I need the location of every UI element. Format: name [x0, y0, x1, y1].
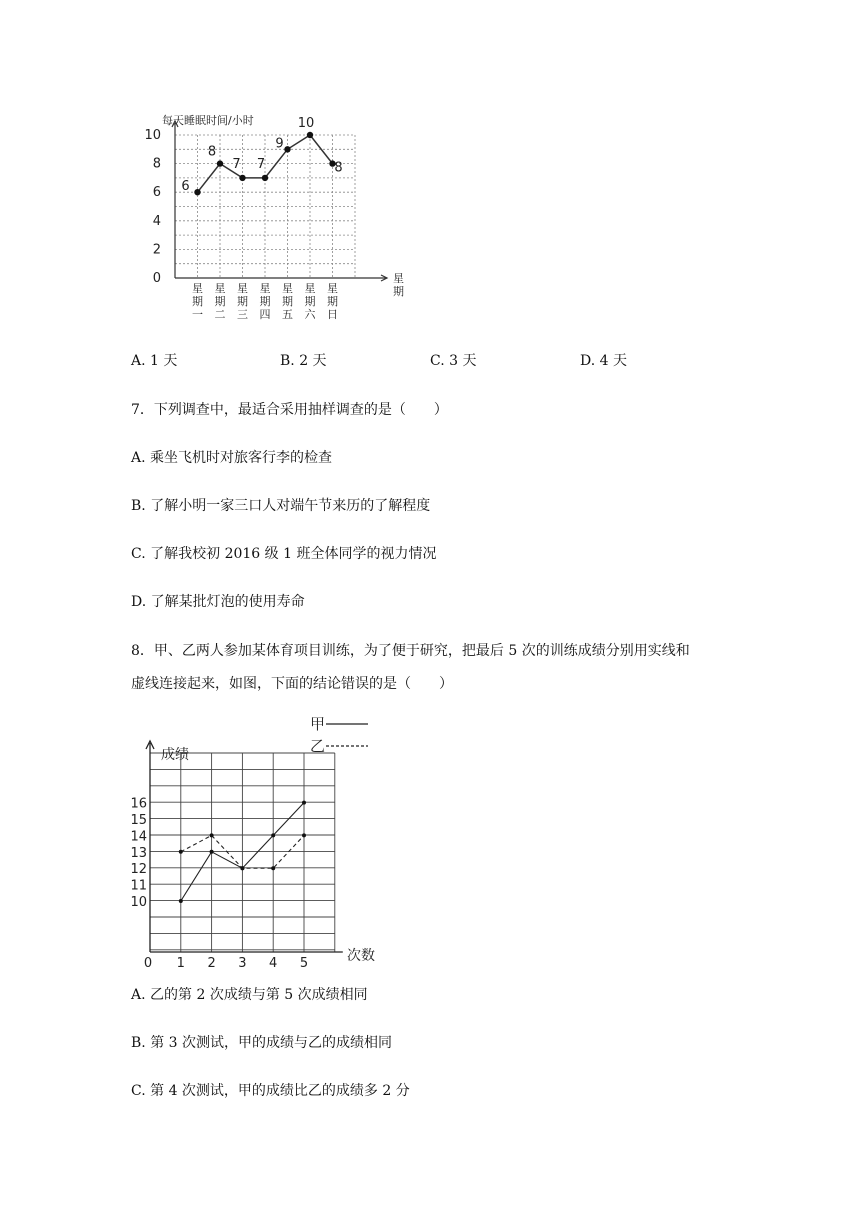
option-letter: A. — [131, 450, 146, 466]
sleep-time-chart — [120, 100, 404, 330]
chart2-data-point — [271, 833, 275, 837]
option-text: 乘坐飞机时对旅客行李的检查 — [150, 450, 333, 466]
q6-option-a — [131, 354, 177, 368]
chart2-grid — [150, 753, 335, 952]
chart1-y-tick-labels — [144, 128, 161, 286]
chart2-y-tick: 16 — [130, 796, 147, 812]
q8-option-b — [131, 1036, 392, 1050]
option-text: 4 天 — [599, 353, 627, 369]
chart2-data-point — [179, 899, 183, 903]
chart2-data-point — [210, 833, 214, 837]
chart1-y-tick: 0 — [152, 271, 161, 286]
q8-stem-line1: 8．甲、乙两人参加某体育项目训练，为了便于研究，把最后 5 次的训练成绩分别用实线和 — [131, 643, 690, 659]
q6-option-b — [280, 354, 327, 368]
option-letter: A. — [131, 987, 146, 1003]
chart1-y-tick: 4 — [152, 213, 161, 229]
chart1-data-point — [194, 189, 200, 195]
q7-option-d — [131, 595, 305, 609]
chart1-data-point — [239, 175, 245, 181]
option-letter: C. — [430, 353, 445, 369]
q7-stem: 7．下列调查中，最适合采用抽样调查的是（ ） — [131, 402, 448, 418]
chart2-y-tick: 11 — [130, 878, 147, 894]
chart1-category-label: 星期六 — [304, 282, 316, 321]
chart1-data-point — [307, 132, 313, 138]
chart1-y-tick: 6 — [152, 185, 161, 201]
option-letter: B. — [280, 353, 295, 369]
option-letter: D. — [580, 353, 596, 369]
option-text: 3 天 — [449, 353, 477, 369]
q8-stem-line2: 虚线连接起来，如图，下面的结论错误的是（ ） — [131, 676, 453, 692]
chart2-y-tick-labels — [130, 797, 147, 910]
option-text: 第 4 次测试，甲的成绩比乙的成绩多 2 分 — [150, 1083, 410, 1099]
chart2-x-tick: 1 — [176, 956, 185, 971]
chart2-x-tick: 4 — [269, 956, 278, 971]
chart1-data-label: 7 — [232, 156, 241, 172]
chart1-category-label: 星期一 — [192, 282, 203, 321]
chart1-y-tick: 10 — [144, 128, 161, 143]
q7-option-c — [131, 547, 436, 561]
chart2-legend — [310, 715, 368, 755]
q6-option-c — [430, 354, 476, 368]
option-letter: C. — [131, 1083, 146, 1099]
q6-option-d — [580, 354, 627, 368]
chart2-x-axis-label: 次数 — [347, 948, 375, 964]
option-letter: B. — [131, 1035, 146, 1051]
chart1-data-label: 10 — [297, 116, 315, 131]
chart2-axes — [146, 741, 343, 952]
chart2-x-tick: 2 — [207, 956, 216, 971]
chart1-data-point — [217, 160, 223, 166]
chart2-data-point — [210, 850, 214, 854]
chart1-data-point — [262, 175, 268, 181]
option-text: 了解我校初 2016 级 1 班全体同学的视力情况 — [150, 546, 437, 562]
option-text: 2 天 — [299, 353, 327, 369]
chart1-category-label: 星期日 — [327, 282, 338, 321]
q7-option-b — [131, 499, 430, 513]
chart2-x-tick: 0 — [143, 956, 153, 971]
chart1-y-tick: 2 — [152, 242, 161, 258]
q7-option-a — [131, 451, 332, 465]
chart2-x-tick: 3 — [238, 956, 247, 971]
option-text: 了解某批灯泡的使用寿命 — [150, 594, 305, 610]
chart2-y-tick: 14 — [130, 829, 147, 845]
chart1-data-label: 6 — [181, 179, 190, 195]
score-chart — [120, 705, 400, 975]
chart2-y-tick: 12 — [130, 862, 147, 878]
chart1-category-label: 星期五 — [282, 282, 293, 321]
chart2-y-axis-label: 成绩 — [161, 747, 189, 763]
option-letter: D. — [131, 594, 147, 610]
chart1-y-axis-label: 每天睡眠时间/小时 — [162, 114, 254, 127]
chart1-category-label: 星期三 — [237, 282, 248, 321]
chart2-x-tick: 5 — [299, 956, 309, 971]
legend-label-yi: 乙 — [310, 737, 326, 755]
chart2-data-point — [179, 850, 183, 854]
option-text: 乙的第 2 次成绩与第 5 次成绩相同 — [150, 987, 368, 1003]
chart2-x-tick-labels — [144, 956, 308, 971]
chart2-y-tick: 13 — [130, 845, 147, 861]
chart2-y-tick: 10 — [130, 895, 147, 910]
chart1-x-category-labels — [192, 282, 338, 321]
option-text: 第 3 次测试，甲的成绩与乙的成绩相同 — [150, 1035, 393, 1051]
option-letter: C. — [131, 546, 146, 562]
option-text: 1 天 — [150, 353, 178, 369]
chart2-data-point — [302, 833, 306, 837]
chart1-category-label: 星期二 — [214, 282, 226, 321]
chart1-data-label: 8 — [334, 160, 343, 176]
chart1-data-label: 9 — [275, 136, 284, 152]
chart1-category-label: 星期四 — [259, 282, 271, 321]
chart1-y-tick: 8 — [152, 156, 161, 172]
option-text: 了解小明一家三口人对端午节来历的了解程度 — [150, 498, 431, 514]
chart2-y-tick: 15 — [130, 813, 147, 828]
chart1-data-label: 7 — [256, 156, 266, 172]
chart1-data-label: 8 — [207, 144, 217, 160]
chart1-x-axis-label: 星期 — [393, 272, 404, 298]
chart2-data-point — [302, 801, 306, 805]
q8-option-c — [131, 1084, 410, 1098]
q8-option-a — [131, 988, 368, 1002]
legend-label-jia: 甲 — [310, 715, 326, 733]
option-letter: A. — [131, 353, 146, 369]
chart2-data-point — [240, 866, 244, 870]
chart1-data-point — [284, 146, 290, 152]
chart2-data-point — [271, 866, 275, 870]
option-letter: B. — [131, 498, 146, 514]
